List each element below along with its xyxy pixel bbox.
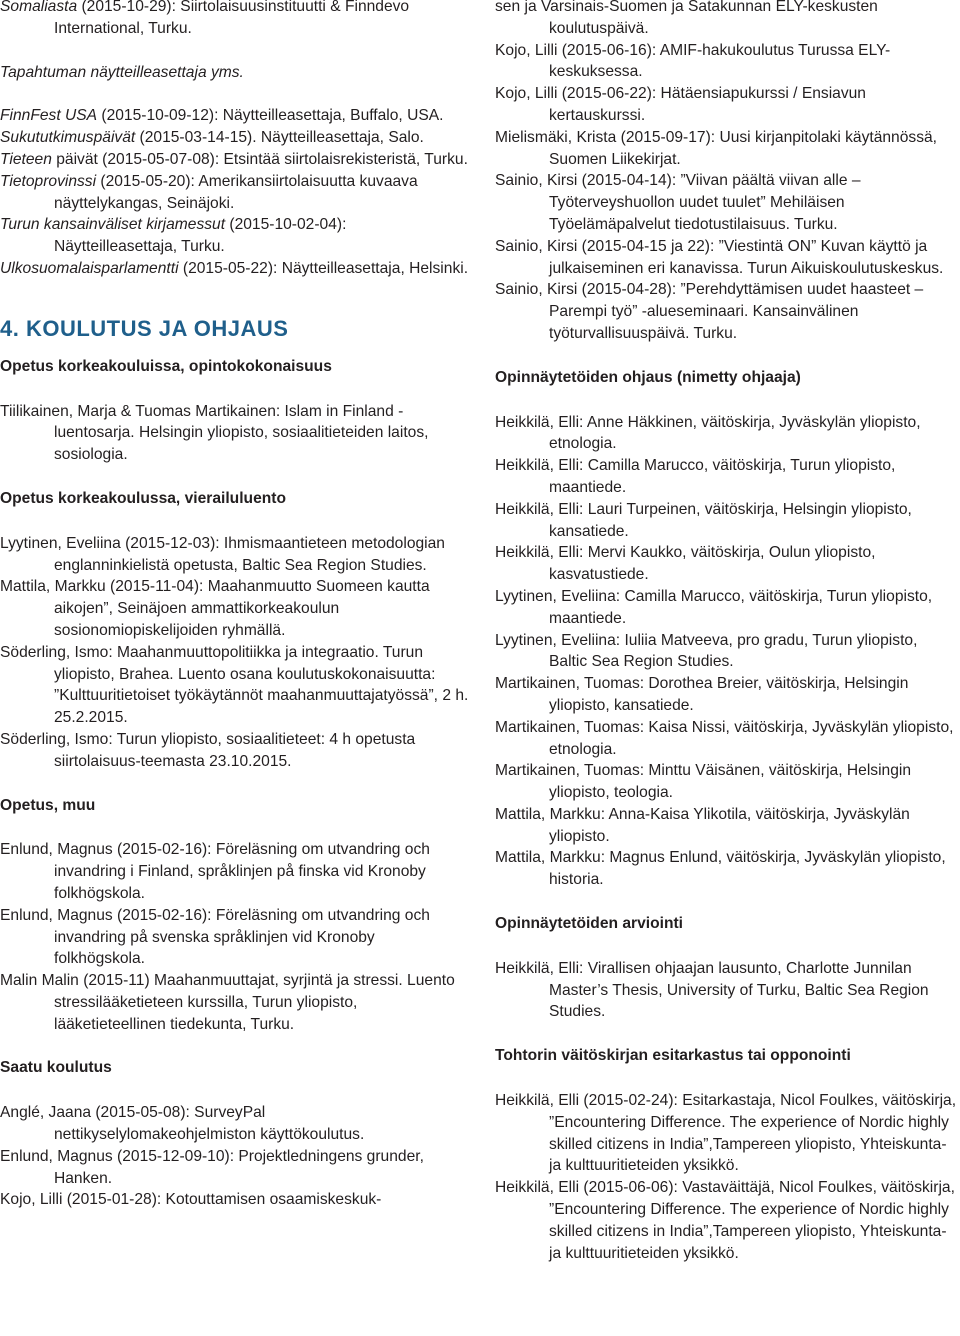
list-item: Enlund, Magnus (2015-02-16): Föreläsning om utvandring och invandring i Finland, språklinjen på finska vid Kronoby folkhögskola. (0, 841, 430, 902)
list-item: Tiilikainen, Marja & Tuomas Martikainen: Islam in Finland -luentosarja. Helsingin yliopisto, sosiaalitieteiden laitos, sosiologia. (0, 402, 429, 464)
list-item: Sainio, Kirsi (2015-04-15 ja 22): ”Viestintä ON” Kuvan käyttö ja julkaiseminen eri kanavissa. Turun Aikuiskoulutuskeskus. (495, 237, 944, 277)
list-item: Heikkilä, Elli: Lauri Turpeinen, väitöskirja, Helsingin yliopisto, kansatiede. (495, 500, 912, 540)
list-item: Heikkilä, Elli: Virallisen ohjaajan lausunto, Charlotte Junnilan Master’s Thesis, University of Turku, Baltic Sea Region Studies. (495, 959, 929, 1021)
list-item: Heikkilä, Elli: Mervi Kaukko, väitöskirja, Oulun yliopisto, kasvatustiede. (495, 544, 876, 584)
list-item: Sainio, Kirsi (2015-04-28): ”Perehdyttämisen uudet haasteet – Parempi työ” -alueseminaari. Kansainvälinen työturvallisuuspäivä. Turku. (495, 281, 924, 342)
list-item: Mielismäki, Krista (2015-09-17): Uusi kirjanpitolaki käytännössä, Suomen Liikekirjat. (495, 128, 938, 168)
list-item: Martikainen, Tuomas: Dorothea Breier, väitöskirja, Helsingin yliopisto, kansatiede. (495, 675, 909, 714)
subsection-heading: Opetus, muu (0, 796, 96, 814)
list-item: Heikkilä, Elli: Anne Häkkinen, väitöskirja, Jyväskylän yliopisto, etnologia. (495, 413, 921, 453)
list-item: Lyytinen, Eveliina: Camilla Marucco, väitöskirja, Turun yliopisto, maantiede. (495, 587, 933, 627)
list-item: Mattila, Markku: Anna-Kaisa Ylikotila, väitöskirja, Jyväskylän yliopisto. (495, 805, 910, 845)
subsection-heading: Opetus korkeakouluissa, opintokokonaisuus (0, 357, 332, 375)
exhibitor-heading: Tapahtuman näytteilleasettaja yms. (0, 63, 244, 81)
list-item: Mattila, Markku (2015-11-04): Maahanmuutto Suomeen kautta aikojen”, Seinäjoen ammattikorkeakoulun sosionomiopiskelijoiden ryhmällä. (0, 578, 430, 639)
list-item: Enlund, Magnus (2015-12-09-10): Projektledningens grunder, Hanken. (0, 1147, 424, 1187)
list-item: Tietoprovinssi (2015-05-20): Amerikansiirtolaisuutta kuvaava näyttelykangas, Seinäjoki. (0, 172, 418, 212)
list-item: Söderling, Ismo: Turun yliopisto, sosiaalitieteet: 4 h opetusta siirtolaisuus-teemasta 23.10.2015. (0, 730, 416, 770)
list-item: sen ja Varsinais-Suomen ja Satakunnan ELY-keskusten koulutuspäivä. (495, 0, 878, 37)
list-item: Enlund, Magnus (2015-02-16): Föreläsning om utvandring och invandring på svenska språklinjen vid Kronoby folkhögskola. (0, 906, 430, 968)
list-item: Kojo, Lilli (2015-06-22): Hätäensiapukurssi / Ensiavun kertauskurssi. (495, 85, 866, 124)
list-item: Heikkilä, Elli: Camilla Marucco, väitöskirja, Turun yliopisto, maantiede. (495, 457, 896, 496)
right-column (495, 0, 957, 1264)
list-item: Sukututkimuspäivät (2015-03-14-15). Näytteilleasettaja, Salo. (0, 129, 424, 147)
list-item: FinnFest USA (2015-10-09-12): Näytteilleasettaja, Buffalo, USA. (0, 107, 444, 125)
list-item: Martikainen, Tuomas: Kaisa Nissi, väitöskirja, Jyväskylän yliopisto, etnologia. (495, 718, 954, 758)
list-item: Somaliasta (2015-10-29): Siirtolaisuusinstituutti & Finndevo International, Turku. (0, 0, 410, 37)
list-item: Lyytinen, Eveliina: Iuliia Matveeva, pro gradu, Turun yliopisto, Baltic Sea Region Studies. (495, 631, 918, 671)
list-item: Heikkilä, Elli (2015-02-24): Esitarkastaja, Nicol Foulkes, väitöskirja, ”Encountering Difference. The experience of Nordic highly skilled citizens in India”,Tampereen yliopisto, Yhteiskunta- ja kulttuuritieteiden yksikkö. (495, 1092, 957, 1175)
list-item: Martikainen, Tuomas: Minttu Väisänen, väitöskirja, Helsingin yliopisto, teologia. (495, 762, 912, 802)
list-item: Heikkilä, Elli (2015-06-06): Vastaväittäjä, Nicol Foulkes, väitöskirja, ”Encountering Difference. The experience of Nordic highly skilled citizens in India”,Tampereen yliopisto, Yhteiskunta- ja kulttuuritieteiden yksikkö. (495, 1179, 955, 1262)
list-item: Malin Malin (2015-11) Maahanmuuttajat, syrjintä ja stressi. Luento stressilääketieteen kurssilla, Turun yliopisto, lääketieteellinen tiedekunta, Turku. (0, 972, 455, 1033)
subsection-heading: Opinnäytetöiden ohjaus (nimetty ohjaaja) (495, 368, 801, 386)
list-item: Söderling, Ismo: Maahanmuuttopolitiikka ja integraatio. Turun yliopisto, Brahea. Luento osana koulutuskokonaisuutta: ”Kulttuuritietoiset työkäytännöt maahanmuuttajatyössä”, 2 h. 25.2.2015. (0, 643, 469, 727)
list-item: Ulkosuomalaisparlamentti (2015-05-22): Näytteilleasettaja, Helsinki. (0, 259, 469, 277)
list-item: Turun kansainväliset kirjamessut (2015-10-02-04): Näytteilleasettaja, Turku. (0, 216, 347, 256)
left-column (0, 0, 470, 1211)
section-title: 4. KOULUTUS JA OHJAUS (0, 315, 289, 341)
list-item: Kojo, Lilli (2015-06-16): AMIF-hakukoulutus Turussa ELY-keskuksessa. (495, 41, 891, 81)
list-item: Sainio, Kirsi (2015-04-14): ”Viivan päältä viivan alle – Työterveyshuollon uudet tuulet” Mehiläisen Työelämäpalvelut tiedotustilaisuus. Turku. (495, 172, 861, 233)
list-item: Kojo, Lilli (2015-01-28): Kotouttamisen osaamiskeskuk- (0, 1191, 382, 1209)
subsection-heading: Opetus korkeakoulussa, vierailuluento (0, 489, 286, 507)
subsection-heading: Saatu koulutus (0, 1059, 112, 1077)
list-item: Anglé, Jaana (2015-05-08): SurveyPal nettikyselylomakeohjelmiston käyttökoulutus. (0, 1104, 365, 1144)
list-item: Tieteen päivät (2015-05-07-08): Etsintää siirtolaisrekisteristä, Turku. (0, 150, 468, 168)
list-item: Lyytinen, Eveliina (2015-12-03): Ihmismaantieteen metodologian englanninkielistä opetusta, Baltic Sea Region Studies. (0, 534, 445, 574)
list-item: Mattila, Markku: Magnus Enlund, väitöskirja, Jyväskylän yliopisto, historia. (495, 849, 946, 889)
subsection-heading: Opinnäytetöiden arviointi (495, 915, 684, 933)
subsection-heading: Tohtorin väitöskirjan esitarkastus tai opponointi (495, 1047, 851, 1065)
